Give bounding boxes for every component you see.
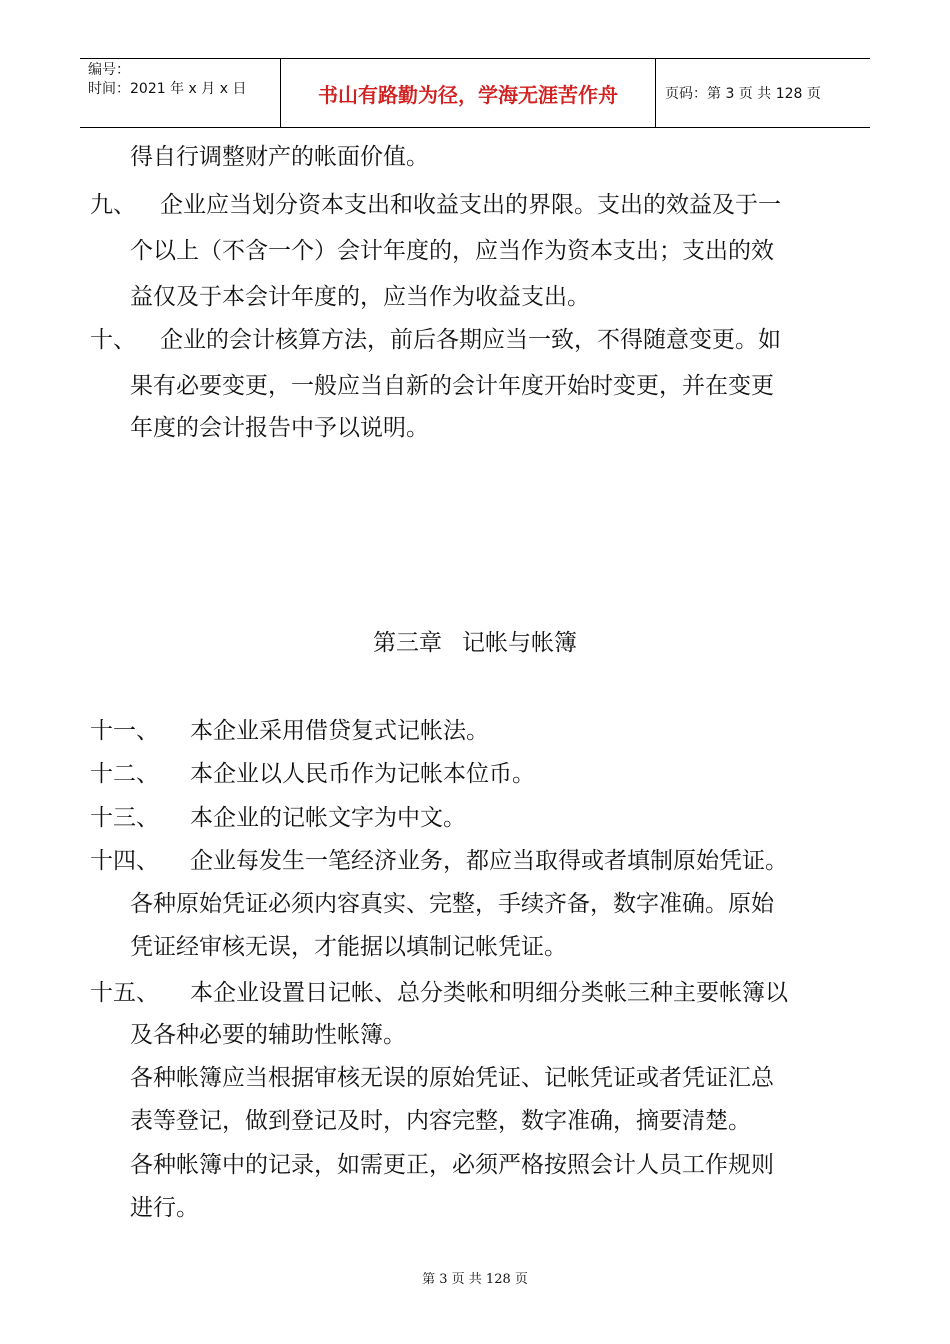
header-page-info: 页码：第 3 页 共 128 页 — [665, 86, 821, 102]
article-15-line-4: 表等登记，做到登记及时，内容完整，数字准确，摘要清楚。 — [130, 1108, 751, 1134]
chapter-title: 记帐与帐簿 — [462, 630, 577, 656]
article-number-14: 十四、 — [90, 848, 159, 874]
article-9-line-1: 企业应当划分资本支出和收益支出的界限。支出的效益及于一 — [160, 192, 781, 218]
article-number-11: 十一、 — [90, 718, 159, 744]
article-number-13: 十三、 — [90, 805, 159, 831]
header-meta — [80, 59, 281, 127]
article-9-line-3: 益仅及于本会计年度的，应当作为收益支出。 — [130, 284, 590, 310]
doc-number-label: 编号： — [88, 62, 130, 78]
header-motto: 书山有路勤为径，学海无涯苦作舟 — [281, 59, 656, 127]
article-10-line-3: 年度的会计报告中予以说明。 — [130, 415, 429, 441]
page-header — [80, 58, 870, 128]
article-10-line-2: 果有必要变更，一般应当自新的会计年度开始时变更，并在变更 — [130, 373, 774, 399]
article-9-line-2: 个以上（不含一个）会计年度的，应当作为资本支出；支出的效 — [130, 238, 774, 264]
paragraph-line: 得自行调整财产的帐面价值。 — [130, 144, 429, 170]
article-14-line-3: 凭证经审核无误，才能据以填制记帐凭证。 — [130, 934, 567, 960]
article-14-line-1: 企业每发生一笔经济业务，都应当取得或者填制原始凭证。 — [190, 848, 788, 874]
article-13-line: 本企业的记帐文字为中文。 — [190, 805, 466, 831]
article-15-line-6: 进行。 — [130, 1195, 199, 1221]
chapter-number: 第三章 — [373, 630, 442, 656]
article-11-line: 本企业采用借贷复式记帐法。 — [190, 718, 489, 744]
article-number-15: 十五、 — [90, 980, 159, 1006]
article-15-line-3: 各种帐簿应当根据审核无误的原始凭证、记帐凭证或者凭证汇总 — [130, 1065, 774, 1091]
article-number-10: 十、 — [90, 327, 136, 353]
article-number-9: 九、 — [90, 192, 136, 218]
article-12-line: 本企业以人民币作为记帐本位币。 — [190, 761, 535, 787]
article-14-line-2: 各种原始凭证必须内容真实、完整，手续齐备，数字准确。原始 — [130, 891, 774, 917]
doc-date: 时间：2021 年 x 月 x 日 — [88, 81, 247, 97]
page-footer: 第 3 页 共 128 页 — [422, 1272, 528, 1287]
chapter-heading — [0, 628, 950, 658]
article-15-line-2: 及各种必要的辅助性帐簿。 — [130, 1022, 406, 1048]
article-15-line-5: 各种帐簿中的记录，如需更正，必须严格按照会计人员工作规则 — [130, 1152, 774, 1178]
article-number-12: 十二、 — [90, 761, 159, 787]
article-10-line-1: 企业的会计核算方法，前后各期应当一致，不得随意变更。如 — [160, 327, 781, 353]
article-15-line-1: 本企业设置日记帐、总分类帐和明细分类帐三种主要帐簿以 — [190, 980, 788, 1006]
